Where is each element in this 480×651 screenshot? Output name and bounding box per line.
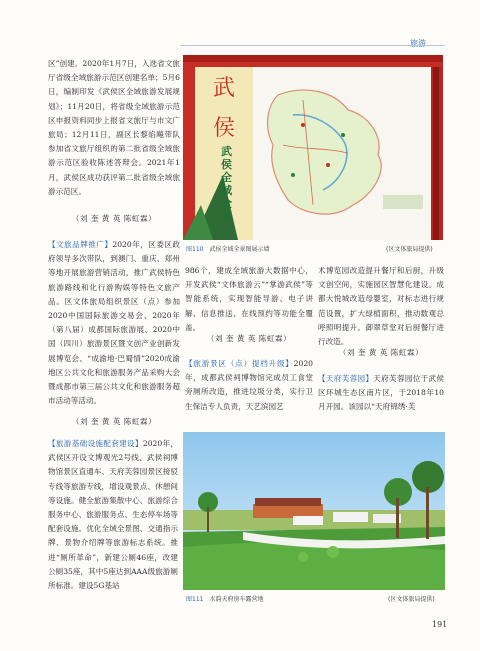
figure-110-number: 图110 [186,246,204,253]
svg-text:侯: 侯 [213,116,236,141]
paragraph-col1: 区”创建。2020年1月7日，入选省文旅厅省级全域旅游示范区创建名单；5月6日，编制印发《武侯区全域旅游发展规划》；11月20日，将省级全域旅游示范区申报资料同步上报省文旅厅与市文广旅局；12月11日，副区长黎焰飚带队参加省文旅厅组织的第二批省级全域旅游示范区验收陈述答辩会。2021年1月，武侯区成功获评第二批省级全域旅游示范区。 [48,59,180,196]
header-rule [180,45,445,46]
paragraph-brand [48,238,180,408]
figure-111-number: 图111 [186,596,204,603]
figure-111-image [183,432,445,590]
author-brand: （刘 奎 黄 英 陈虹霖） [71,417,157,426]
heading-furong: 【天府芙蓉园】 [318,374,374,383]
heading-scenic: 【旅游景区（点）提档升级】 [185,359,294,368]
paragraph-furong-body: 天府芙蓉园位于武侯区环城生态区南片区，于2018年10月开园。该园以“天府锦绣·芙 [318,374,445,412]
heading-infrastructure: 【旅游基础设施配套建设】 [48,439,143,448]
author-col3: （刘 奎 黄 英 陈虹霖） [338,348,424,357]
figure-110-credit: (区文体旅局提供) [386,246,433,253]
paragraph-scenic-body: 2020年，成都武侯祠博物馆完成员工食堂旁厕所改造，推进垃圾分类，实行卫生保洁专人负责，天艺滨园艺 [185,359,313,411]
section-title: 旅游 [410,39,426,48]
figure-110-caption [186,244,269,253]
paragraph-col2: 986个，建成全域旅游大数据中心，开发武侯“文体旅游云”“掌游武侯”等智能系统，实现智能导游、电子讲解、信息推送、在线预约等功能全覆盖。 [185,266,313,332]
svg-text:武: 武 [213,76,236,101]
figure-110 [183,55,443,240]
paragraph-brand-body: 2020年，区委区政府领导多次带队，到澳门、重庆、郑州等地开展旅游营销活动，推广武侯特色旅游路线和化行游购娱等特色文旅产品。区文体旅局组织景区（点）参加2020中国国际旅游交易会、2020年（第八届）成都国际旅游展、2020中国（四川）旅游景区暨文创产业创新发展博览会、“成渝地·巴蜀情”2020成渝地区公共文化和旅游服务产品采购大会暨成都市第三届公共文化和旅游服务超市活动等活动。 [48,240,181,406]
figure-111-caption [186,594,263,603]
figure-111-credit: (区文体旅局提供) [388,596,435,603]
paragraph-infrastructure [48,437,178,593]
paragraph-furong [318,372,444,415]
paragraph-col3: 术博览园改造提升餐厅和后厨，升级文创空间，实施园区智慧化建设。成都大悦城改造母婴室，对标志进行规范设置，扩大绿植面积，推动数观总呼照明提升。御翠草堂对后厨餐厅进行改造。 [318,266,444,347]
author-col1: （刘 奎 黄 英 陈虹霖） [71,214,157,223]
paragraph-infrastructure-body: 2020年，武侯区开设文博观光2号线、武侯祠博物馆景区直通车、天府芙蓉园景区接驳专线等旅游专线，增设观景点、休憩间等设施。健全旅游集散中心、旅游综合服务中心、旅游服务点、生态停车场等配套设施。优化全域全景图、交通指示牌、景物介绍牌等旅游标志系统。推进“厕所革命”，新建公厕46座，改建公厕35座，其中5座达到AAA级旅游厕所标准。建设5G基站 [48,439,179,591]
figure-110-title: 武侯全域全景图展示墙 [209,246,270,253]
paragraph-scenic [185,357,313,414]
heading-brand: 【文旅品牌推广】 [48,240,113,249]
figure-111-title: 水韵天府房车露营地 [209,596,264,603]
figure-111 [183,432,445,590]
figure-110-board-text: 武侯全域全景 [221,145,232,223]
page-number: 191 [432,620,448,629]
author-col2: （刘 奎 黄 英 陈虹霖） [206,334,292,343]
